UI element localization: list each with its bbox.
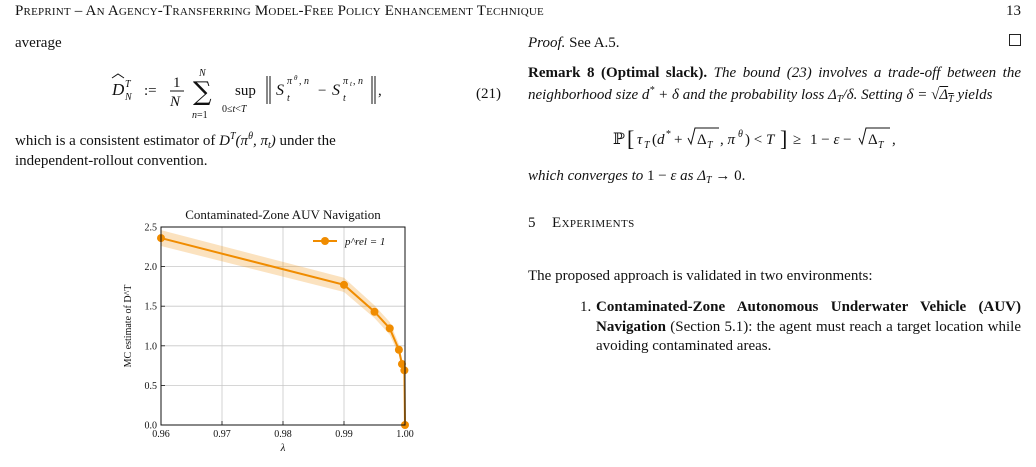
svg-text:, π: , π [720,132,736,148]
svg-text:S: S [276,82,284,99]
equation-number: (21) [476,86,501,102]
svg-text:sup: sup [235,83,256,99]
left-column [15,34,501,455]
svg-text:0≤t<T: 0≤t<T [222,104,247,115]
running-title: Preprint – An Agency-Transferring Model-Free Policy Enhancement Technique [15,3,544,19]
proof-line [528,34,1021,54]
svg-text:t: t [287,93,290,104]
remark-text: and the probability loss [679,86,829,103]
svg-text:1: 1 [173,75,181,91]
data-point [371,308,379,316]
svg-text:N: N [199,68,206,79]
list-item-number: 1. [580,299,592,315]
section-number: 5 [528,215,536,231]
svg-text:π: π [287,76,293,87]
inline-math: $D^T(\pi^\theta$, $\pi_t$) [219,131,276,151]
x-tick-label: 1.00 [396,429,414,440]
convergence-text [528,167,745,187]
svg-text:S: S [332,82,340,99]
remark-text: . Setting [853,86,907,103]
running-header [15,0,1021,24]
section-intro: The proposed approach is validated in two environments: [528,268,873,284]
svg-text:T: T [707,140,713,151]
equation-21 [110,62,501,122]
equation-21-math [110,62,501,122]
convergence-text-b: as [676,168,698,184]
x-tick-label: 0.98 [274,429,292,440]
svg-text:, n: , n [353,76,363,87]
svg-text:N: N [170,94,181,110]
svg-text:,: , [892,132,896,148]
legend-label: p^rel = 1 [345,236,386,248]
x-tick-label: 0.97 [213,429,231,440]
svg-text:[: [ [627,126,635,151]
data-point [400,366,408,374]
data-point [340,281,348,289]
equation-probability-math [613,122,943,156]
svg-text:−: − [318,83,327,99]
svg-text:ℙ: ℙ [613,129,626,148]
svg-text:Δ: Δ [697,132,707,148]
paragraph-text: under the [275,133,336,149]
svg-text:n=1: n=1 [192,110,208,121]
x-axis-label: λ [280,442,286,454]
remark-label: Remark 8 [528,65,595,81]
svg-text:τ: τ [637,132,643,148]
y-tick-label: 1.0 [144,341,157,353]
list-item-bold: Contaminated-Zone Autonomous Underwater Vehicle (AUV) Navigation [596,299,1021,335]
list-item [580,298,1021,357]
remark-text: The bound (23) involves a trade-off between the neighborhood size [528,65,1021,103]
right-column [528,34,1021,455]
svg-text:θ: θ [294,74,298,82]
equation-probability-bound [613,122,943,163]
estimator-paragraph [15,130,501,172]
page-number: 13 [1006,3,1021,19]
chart-svg [105,200,425,460]
y-tick-label: 0.5 [144,380,157,392]
svg-text:t: t [343,93,346,104]
inline-math: $\Delta_T/\delta$ [828,86,854,105]
svg-text:*: * [666,129,671,140]
paragraph-text: which is a consistent estimator of [15,133,220,149]
svg-text:(d: (d [652,132,665,148]
y-tick-label: 2.0 [144,262,157,274]
svg-text:+: + [674,132,683,148]
svg-text:θ: θ [738,129,743,140]
y-axis-label: MC estimate of D^T [123,284,134,368]
svg-text::=: := [144,83,157,99]
y-tick-label: 1.5 [144,301,157,313]
inline-math: $\delta = √\Delta_T$ [906,86,954,105]
data-point [386,324,394,332]
data-point [395,346,403,354]
svg-text:∑: ∑ [193,77,212,107]
x-tick-label: 0.96 [152,429,170,440]
svg-text:Δ: Δ [868,132,878,148]
svg-text:T: T [125,79,131,90]
svg-text:]: ] [780,126,788,151]
svg-text:≥: ≥ [793,132,802,148]
convergence-text-a: which converges to [528,168,647,184]
remark-text: yields [953,86,993,103]
proof-text: See A.5. [565,35,620,51]
lead-word: average [15,35,62,51]
remark-8 [528,64,1021,106]
remark-name: (Optimal slack). [594,65,708,81]
section-title: Experiments [552,215,635,231]
svg-text:) < T: ) < T [745,132,775,148]
svg-text:D: D [112,80,125,99]
inline-math: $\Delta_T \to 0$. [697,168,746,186]
svg-text:,: , [378,83,382,99]
list-item-text: (Section 5.1): the agent must reach a target location while avoiding contaminated areas. [596,318,1021,354]
inline-math: 1 − ε [647,168,677,184]
paragraph-text-line2: independent-rollout convention. [15,153,208,169]
figure-auv-navigation [105,200,425,467]
y-tick-label: 2.5 [144,222,157,234]
svg-text:1 − ε −: 1 − ε − [810,132,852,148]
proof-label: Proof. [528,35,566,51]
svg-text:T: T [644,140,650,151]
svg-text:t: t [350,80,352,88]
svg-text:π: π [343,76,349,87]
svg-text:, n: , n [299,76,309,87]
svg-text:T: T [878,140,884,151]
x-tick-label: 0.99 [335,429,353,440]
svg-text:N: N [125,92,132,103]
chart-title: Contaminated-Zone AUV Navigation [185,207,381,222]
section-heading [528,214,635,234]
legend-marker [321,237,329,245]
y-tick-label: 0.0 [144,420,157,432]
qed-square-icon [1009,34,1021,46]
inline-math: d* + δ [641,84,680,103]
